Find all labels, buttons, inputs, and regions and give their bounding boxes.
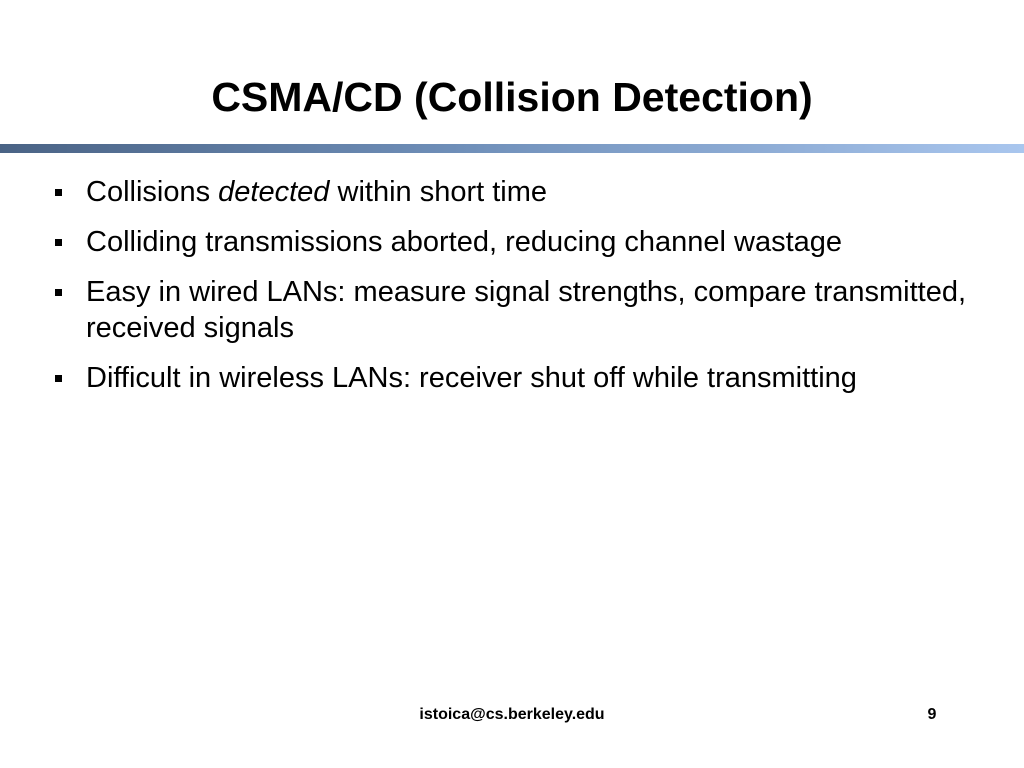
title-divider	[0, 144, 1024, 153]
footer-email: istoica@cs.berkeley.edu	[419, 706, 605, 723]
bullet-text: Difficult in wireless LANs: receiver shut off while transmitting	[86, 362, 857, 394]
bullet-item	[0, 360, 1024, 396]
square-bullet-icon	[55, 375, 62, 382]
square-bullet-icon	[55, 289, 62, 296]
bullet-item	[0, 224, 1024, 260]
square-bullet-icon	[55, 239, 62, 246]
bullet-text-emphasis: detected	[218, 176, 330, 208]
bullet-list	[0, 174, 1024, 410]
square-bullet-icon	[55, 189, 62, 196]
bullet-item	[0, 174, 1024, 210]
bullet-text: Easy in wired LANs: measure signal strengths, compare transmitted, received signals	[86, 276, 967, 344]
slide-title: CSMA/CD (Collision Detection)	[211, 74, 813, 120]
bullet-item	[0, 274, 1024, 346]
bullet-text-prefix: Collisions	[86, 176, 219, 208]
page-number: 9	[927, 706, 937, 723]
bullet-text-suffix: within short time	[329, 176, 548, 208]
bullet-text: Colliding transmissions aborted, reducing channel wastage	[86, 226, 843, 258]
